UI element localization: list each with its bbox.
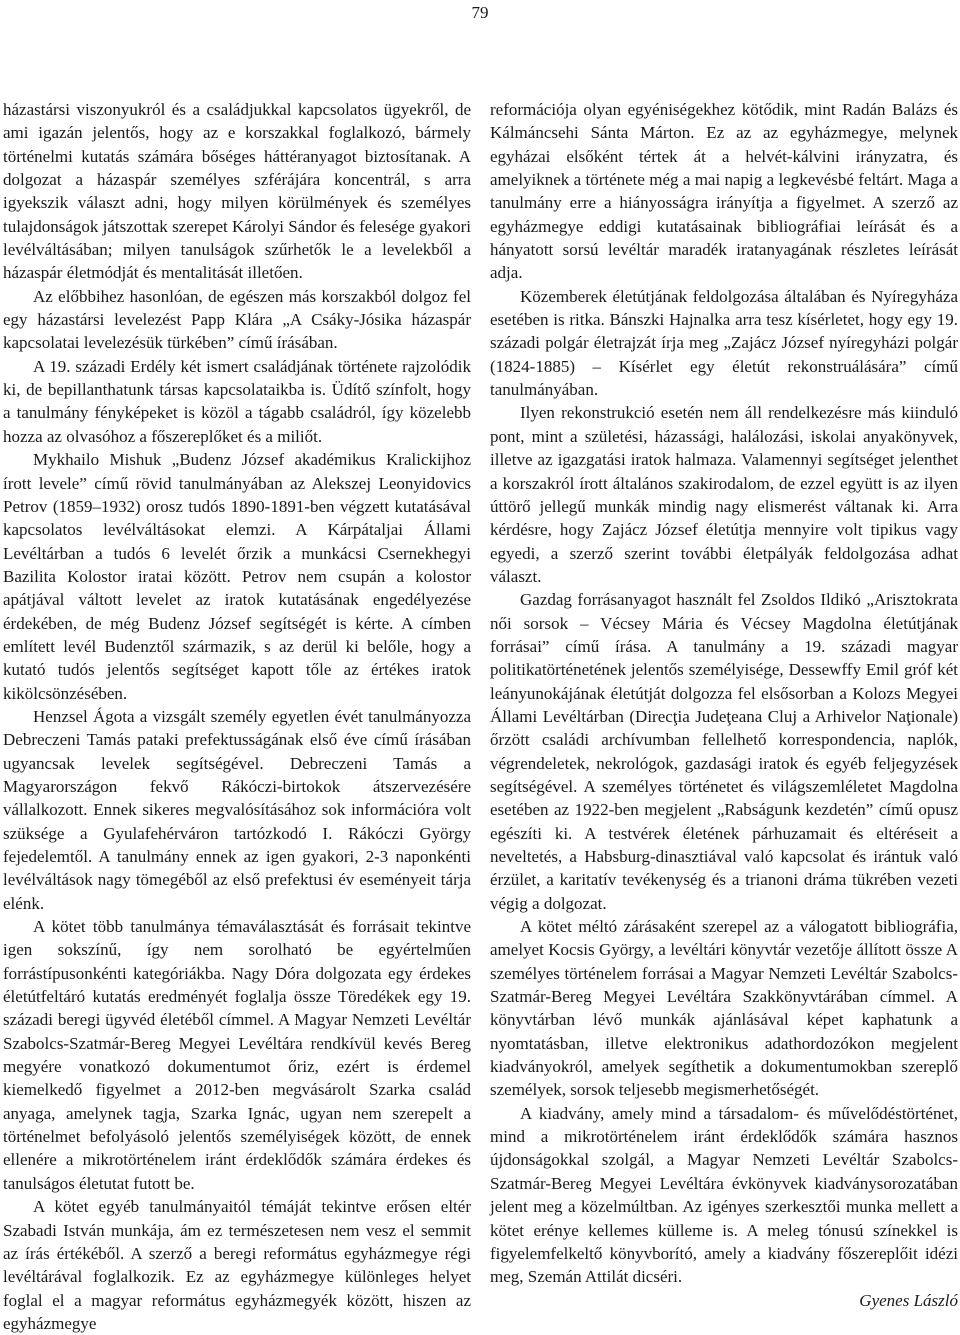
paragraph: A kötet méltó zárásaként szerepel az a válogatott bibliográfia, amelyet Kocsis György, a levéltári könyvtár vezetője állított össze A személyes történelem forrásai a Magyar Nemzeti Levéltár Szabolcs-Szatmár-Bereg Megyei Levéltára Szakkönyvtárában címmel. A könyvtárban lévő munkák ajánlásával képet kaphatunk a nyomtatásban, illetve elektronikus adathordozókon megjelent kiadványokról, amelyek segíthetik a dokumentumokban szereplő személyek, sorsok teljesebb megismerhetőségét. (490, 917, 958, 1100)
paragraph: Gazdag forrásanyagot használt fel Zsoldos Ildikó „Arisztokrata női sorsok – Vécsey Mária és Vécsey Magdolna életútjának forrásai” című írása. A tanulmány a 19. századi magyar politikatörténetének jelentős személyisége, Dessewffy Emil gróf két leányunokájának életútját dolgozza fel elsősorban a Kolozs Megyei Állami Levéltárban (Direcţia Judeţeana Cluj a Arhivelor Naţionale) őrzött családi archívumban fellelhető korrespondencia, naplók, végrendeletek, nekrológok, gazdasági iratok és egyéb feljegyzések segítségével. A személyes történetet és világszemléletet Magdolna esetében az 1922-ben megjelent „Rabságunk kezdetén” című opusz egészíti ki. A testvérek életének párhuzamait és eltéréseit a neveltetés, a Habsburg-dinasztiával való kapcsolat és irántuk való érzület, a karitatív tevékenység és a trianoni dráma tükrében vezeti végig a dolgozat. (490, 590, 958, 913)
paragraph: Közemberek életútjának feldolgozása általában és Nyíregyháza esetében is ritka. Bánszki Hajnalka arra tesz kísérletet, hogy egy 19. századi polgár életrajzát írja meg „Zajácz József nyíregyházi polgár (1824-1885) – Kísérlet egy életút rekonstruálására” című tanulmányában. (490, 286, 958, 400)
paragraph: A kiadvány, amely mind a társadalom- és művelődéstörténet, mind a mikrotörténelem iránt érdeklődők számára hasznos újdonságokkal szolgál, a Magyar Nemzeti Levéltár Szabolcs-Szatmár-Bereg Megyei Levéltára évkönyvek kiadványsorozatában jelent meg a közelmúltban. Az igényes szerkesztői munka mellett a kötet erénye kellemes külleme is. A meleg tónusú színekkel is figyelemfelkeltő könyvborító, amely a kiadvány főszereplőit idézi meg, Szemán Attilát dicséri. (490, 1103, 958, 1287)
author-signature: Gyenes László (859, 1290, 958, 1310)
paragraph: A kötet több tanulmánya témaválasztását és forrásait tekintve igen sokszínű, így nem sorolható be egyértelműen forrástípusonkénti kategóriákba. Nagy Dóra dolgozata egy érdekes életútfeltáró kutatás eredményét foglalja össze Töredékek egy 19. századi beregi ügyvéd életéből címmel. A Magyar Nemzeti Levéltár Szabolcs-Szatmár-Bereg Megyei Levéltára rendkívül kevés Bereg megyére vonatkozó dokumentumot őriz, ezért is érdemel kiemelkedő figyelmet a 2012-ben megvásárolt Szarka család anyaga, amelynek tagja, Szarka Ignác, ugyan nem szerepelt a történelmet befolyásoló jelentős személyiségek között, de ennek ellenére a mikrotörténelem iránt érdeklődők számára érdekes és tanulságos életutat futott be. (3, 917, 471, 1193)
left-column (3, 98, 471, 1335)
paragraph: reformációja olyan egyéniségekhez kötődik, mint Radán Balázs és Kálmáncsehi Sánta Márton. Ez az az egyházmegye, melynek egyházai elsőként tértek át a helvét-kálvini irányzatra, és amelyiknek a története még a mai napig a legkevésbé feltárt. Maga a tanulmány erre a hiányosságra irányítja a figyelmet. A szerző az egyházmegye eddigi kutatásainak bibliográfiai leírását és a hányatott sorsú levéltár maradék iratanyagának részletes leírását adja. (490, 100, 958, 283)
right-column (490, 98, 958, 1312)
paragraph: Henzsel Ágota a vizsgált személy egyetlen évét tanulmányozza Debreczeni Tamás pataki prefektusságának első éve című írásában ugyancsak levelek segítségével. Debreczeni Tamás a Magyarországon fekvő Rákóczi-birtokok átszervezésére vállalkozott. Ennek sikeres megvalósításához sok információra volt szüksége a Gyulafehérváron tartózkodó I. Rákóczi György fejedelemtől. A tanulmány ennek az igen gyakori, 2-3 naponkénti levélváltások nagy tömegéből az első prefektusi év eseményeit tárja elénk. (3, 706, 471, 913)
paragraph: Az előbbihez hasonlóan, de egészen más korszakból dolgoz fel egy házastársi levelezést Papp Klára „A Csáky-Jósika házaspár kapcsolatai levelezésük türkében” című írásában. (3, 286, 471, 353)
paragraph: Mykhailo Mishuk „Budenz József akadémikus Kralickijhoz írott levele” című rövid tanulmányában az Alekszej Leonyidovics Petrov (1859–1932) orosz tudós 1890-1891-ben végzett kutatásával kapcsolatos levélváltásokat elemzi. A Kárpátaljai Állami Levéltárban a tudós 6 levelét őrzik a munkácsi Csernekhegyi Bazilita Kolostor iratai között. Petrov nem csupán a kolostor apátjával váltott levelet az iratok kutatásának engedélyezése érdekében, de még Budenz József segítségét is kérte. A címben említett levél Budenztől származik, s az derül ki belőle, hogy a kutató tudós jelentős segítséget kapott tőle az értékes iratok kikölcsönzésében. (3, 450, 471, 703)
paragraph: házastársi viszonyukról és a családjukkal kapcsolatos ügyekről, de ami igazán jelentős, hogy az e korszakkal foglalkozó, bármely történelmi kutatás számára bőséges háttéranyagot biztosítanak. A dolgozat a házaspár személyes szférájára koncentrál, s arra igyekszik választ adni, hogy milyen körülmények és személyes tulajdonságok játszottak szerepet Károlyi Sándor és felesége gyakori levélváltásában; milyen tanulságok szűrhetők le a levelekből a házaspár életmódját és mentalitását illetően. (3, 100, 471, 283)
paragraph: Ilyen rekonstrukció esetén nem áll rendelkezésre más kiinduló pont, mint a születési, házassági, halálozási, iskolai anyakönyvek, illetve az igazgatási iratok halmaza. Valamennyi segítséget jelenthet a korszakról írott általános szakirodalom, de ezzel együtt is az ilyen úttörő jellegű munkák mindig nagy elismerést váltanak ki. Arra kérdésre, hogy Zajácz József életútja mennyire volt tipikus vagy egyedi, a szerző szerint további életpályák feldolgozása adhat választ. (490, 403, 958, 586)
paragraph: A 19. századi Erdély két ismert családjának története rajzolódik ki, de bepillanthatunk társas kapcsolataikba is. Üdítő színfolt, hogy a tanulmány fényképeket is közöl a tágabb családról, így közelebb hozza az olvasóhoz a főszereplőket és a miliőt. (3, 356, 471, 446)
page-number: 79 (471, 3, 489, 22)
paragraph: A kötet egyéb tanulmányaitól témáját tekintve erősen eltér Szabadi István munkája, ám ez természetesen nem vesz el semmit az írás értékéből. A szerző a beregi református egyházmegye régi levéltárával foglalkozik. Ez az egyházmegye különleges helyet foglal el a magyar református egyházmegyék között, hiszen az egyházmegye (3, 1197, 471, 1333)
